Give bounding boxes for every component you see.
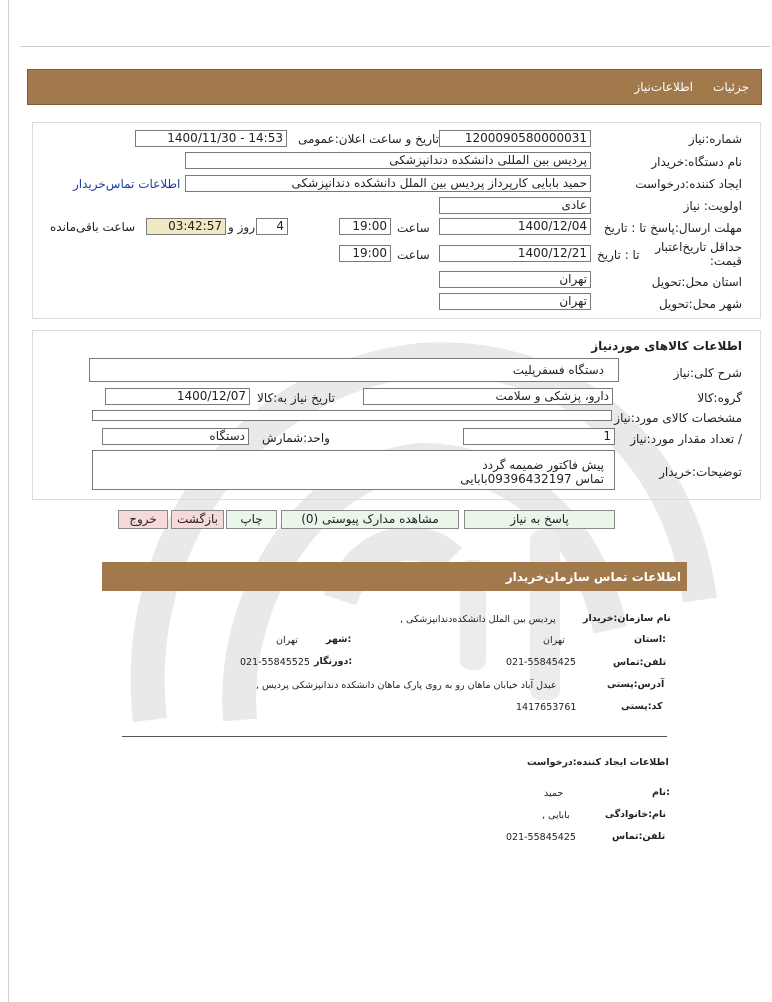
header-bar bbox=[27, 69, 762, 105]
need-number-field: 1200090580000031 bbox=[439, 130, 591, 147]
province-label: استان محل:تحویل bbox=[651, 275, 742, 289]
days-field: 4 bbox=[256, 218, 288, 235]
qty-field: 1 bbox=[463, 428, 615, 445]
attachments-button[interactable]: مشاهده مدارک پیوستی (0) bbox=[281, 510, 459, 529]
top-divider bbox=[20, 46, 770, 47]
left-border bbox=[8, 0, 9, 1002]
unit-label: واحد:شمارش bbox=[262, 431, 330, 445]
requester-field: حمید بابایی کارپرداز پردیس بین الملل دانشکده دندانپزشکی bbox=[185, 175, 591, 192]
requester-label: ایجاد کننده:درخواست bbox=[635, 177, 742, 191]
contact-postal-value: 1417653761 bbox=[516, 702, 577, 713]
desc-label: توضیحات:خریدار bbox=[659, 465, 742, 479]
qty-label: / تعداد مقدار مورد:نیاز bbox=[630, 432, 742, 446]
exit-button[interactable]: خروج bbox=[118, 510, 168, 529]
validity-date-field: 1400/12/21 bbox=[439, 245, 591, 262]
creator-family-value: بابایی , bbox=[542, 810, 570, 821]
reply-button[interactable]: پاسخ به نیاز bbox=[464, 510, 615, 529]
back-button[interactable]: بازگشت bbox=[171, 510, 224, 529]
creator-title: اطلاعات ایجاد کننده:درخواست bbox=[527, 757, 669, 768]
creator-phone-value: 021-55845425 bbox=[506, 832, 576, 843]
deadline-time-field: 19:00 bbox=[339, 218, 391, 235]
deadline-label: مهلت ارسال:پاسخ تا : تاریخ bbox=[603, 221, 742, 235]
days-label: روز و bbox=[228, 220, 255, 234]
contact-phone-value: 021-55845425 bbox=[506, 657, 576, 668]
city-field: تهران bbox=[439, 293, 591, 310]
desc-line-1: پیش فاکتور ضمیمه گردد bbox=[482, 458, 604, 472]
contact-phone-label: تلفن:تماس bbox=[613, 657, 667, 668]
specs-label: مشخصات کالای مورد:نیاز bbox=[614, 411, 742, 425]
group-label: گروه:کالا bbox=[697, 391, 742, 405]
priority-label: اولویت: نیاز bbox=[683, 199, 742, 213]
group-field: دارو، پزشکی و سلامت bbox=[363, 388, 613, 405]
contact-header-bar bbox=[102, 562, 687, 591]
deadline-time-label: ساعت bbox=[397, 221, 430, 235]
validity-time-field: 19:00 bbox=[339, 245, 391, 262]
announce-field: 1400/11/30 - 14:53 bbox=[135, 130, 287, 147]
contact-address-label: آدرس:پستی bbox=[607, 679, 665, 690]
contact-province-value: تهران bbox=[543, 635, 565, 646]
summary-field: دستگاه فسفرپلیت bbox=[89, 358, 619, 382]
contact-title: اطلاعات تماس سازمان‌خریدار bbox=[505, 570, 681, 584]
specs-field bbox=[92, 410, 612, 421]
buyer-contact-link[interactable]: اطلاعات تماس‌خریدار bbox=[73, 177, 181, 191]
unit-field: دستگاه bbox=[102, 428, 249, 445]
creator-name-label: :نام bbox=[652, 787, 670, 798]
contact-fax-label: :دورنگار bbox=[314, 656, 353, 667]
goods-title: اطلاعات کالاهای موردنیاز bbox=[591, 339, 742, 353]
need-date-field: 1400/12/07 bbox=[105, 388, 250, 405]
creator-family-label: نام:خانوادگی bbox=[605, 809, 667, 820]
tab-details[interactable]: جزئیات bbox=[713, 80, 749, 94]
contact-province-label: :استان bbox=[634, 634, 666, 645]
announce-label: تاریخ و ساعت اعلان:عمومی bbox=[297, 132, 439, 146]
validity-to-label: تا : تاریخ bbox=[597, 248, 640, 262]
tab-need-info[interactable]: اطلاعات‌نیاز bbox=[634, 80, 693, 94]
validity-label: حداقل تاریخ‌اعتبار قیمت: bbox=[655, 240, 742, 268]
province-field: تهران bbox=[439, 271, 591, 288]
contact-org-label: نام سازمان:خریدار bbox=[583, 613, 671, 624]
desc-line-2: تماس 09396432197بابایی bbox=[460, 472, 604, 486]
creator-name-value: حمید bbox=[544, 788, 564, 799]
contact-address-value: عبدل آباد خیابان ماهان رو به روی پارک ماهان دانشکده دندانپزشکی پردیس , bbox=[256, 680, 557, 691]
contact-city-value: تهران bbox=[276, 635, 298, 646]
contact-divider bbox=[122, 736, 667, 737]
summary-label: شرح کلی:نیاز bbox=[673, 366, 742, 380]
contact-fax-value: 021-55845525 bbox=[240, 657, 310, 668]
deadline-date-field: 1400/12/04 bbox=[439, 218, 591, 235]
contact-postal-label: کد:پستی bbox=[621, 701, 663, 712]
buyer-org-field: پردیس بین المللی دانشکده دندانپزشکی bbox=[185, 152, 591, 169]
print-button[interactable]: چاپ bbox=[226, 510, 277, 529]
remaining-label: ساعت باقی‌مانده bbox=[50, 220, 136, 234]
city-label: شهر محل:تحویل bbox=[658, 297, 742, 311]
buyer-org-label: نام دستگاه:خریدار bbox=[651, 155, 742, 169]
validity-time-label: ساعت bbox=[397, 248, 430, 262]
priority-field: عادی bbox=[439, 197, 591, 214]
need-date-label: تاریخ نیاز به:کالا bbox=[257, 391, 335, 405]
remaining-time-field: 03:42:57 bbox=[146, 218, 226, 235]
desc-box bbox=[92, 450, 615, 490]
contact-city-label: :شهر bbox=[326, 634, 352, 645]
need-number-label: شماره:نیاز bbox=[688, 132, 742, 146]
contact-org-value: پردیس بین الملل دانشکده‌دندانپزشکی , bbox=[400, 614, 556, 625]
creator-phone-label: تلفن:تماس bbox=[612, 831, 666, 842]
